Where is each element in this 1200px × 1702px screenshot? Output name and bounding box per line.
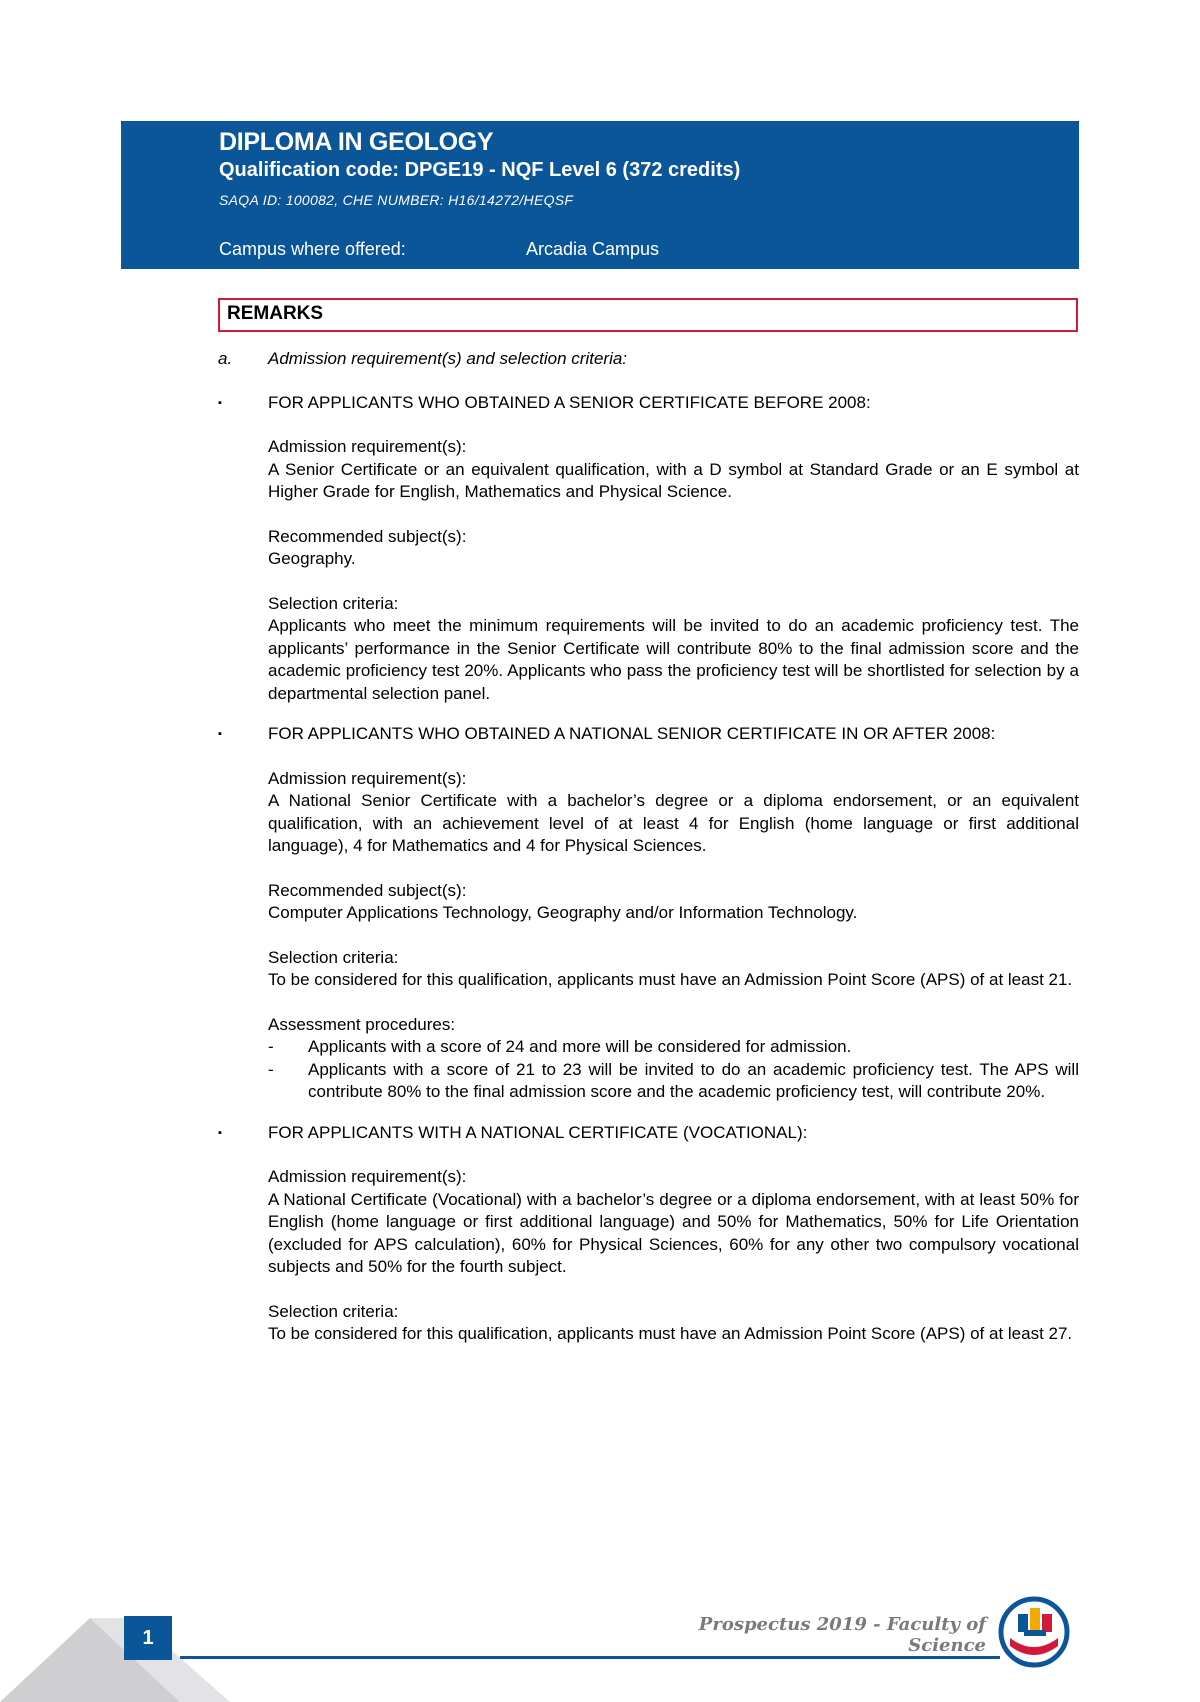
university-logo-icon [996,1594,1072,1668]
section-heading: FOR APPLICANTS WITH A NATIONAL CERTIFICATE (VOCATIONAL): [268,1122,808,1142]
admission-text: A Senior Certificate or an equivalent qualification, with a D symbol at Standard Grade or an E symbol at Higher Grade for English, Mathematics and Physical Science. [268,459,1079,501]
recommended-title: Recommended subject(s): [268,526,467,546]
selection-text: To be considered for this qualification, applicants must have an Admission Point Score (APS) of at least 27. [268,1324,1073,1343]
qualification-title: DIPLOMA IN GEOLOGY [219,128,494,156]
admission-text: A National Certificate (Vocational) with a bachelor’s degree or a diploma endorsement, with at least 50% for English (home language or first additional language) and 50% for Mathematics, 50% for Life Orientation (excluded for APS calculation), 60% for Physical Sciences, 60% for any other two compulsory vocational subjects and 50% for the fourth subject. [268,1189,1079,1276]
recommended-text: Computer Applications Technology, Geography and/or Information Technology. [268,903,858,922]
list-item [268,1059,1079,1104]
section-national-senior-certificate [218,723,1079,1104]
selection-text: To be considered for this qualification, applicants must have an Admission Point Score (APS) of at least 21. [268,970,1073,989]
selection-title: Selection criteria: [268,1301,399,1321]
selection-title: Selection criteria: [268,593,399,613]
admission-block [268,436,1079,504]
selection-block [268,947,1079,992]
item-a [218,348,1079,371]
qualification-code: Qualification code: DPGE19 - NQF Level 6 (372 credits) [219,159,741,181]
remarks-content [218,348,1079,1364]
assessment-item: Applicants with a score of 24 and more will be considered for admission. [308,1037,852,1056]
admission-title: Admission requirement(s): [268,437,467,456]
section-national-certificate-vocational [218,1122,1079,1346]
campus-label: Campus where offered: [219,239,406,259]
item-a-marker: a. [218,349,233,368]
header-banner [121,121,1079,269]
selection-block [268,593,1079,706]
list-item [268,1036,1079,1059]
campus-value: Arcadia Campus [526,239,660,259]
section-senior-certificate [218,392,1079,706]
dash-marker: - [268,1037,274,1056]
assessment-title: Assessment procedures: [268,1014,456,1034]
selection-block [268,1301,1079,1346]
section-heading: FOR APPLICANTS WHO OBTAINED A SENIOR CERTIFICATE BEFORE 2008: [268,392,871,412]
admission-text: A National Senior Certificate with a bachelor’s degree or a diploma endorsement, or an equivalent qualification, with an achievement level of at least 4 for English (home language or first additional language), 4 for Mathematics and 4 for Physical Sciences. [268,791,1079,855]
recommended-text: Geography. [268,549,356,568]
dash-marker: - [268,1059,274,1079]
bullet-icon: ▪ [218,396,222,409]
assessment-item: Applicants with a score of 21 to 23 will be invited to do an academic proficiency test. The APS will contribute 80% to the final admission score and the academic proficiency test, will contribute 20%. [308,1059,1079,1101]
bullet-icon: ▪ [218,1126,222,1139]
recommended-block [268,880,1079,925]
assessment-block [268,1014,1079,1104]
bullet-icon: ▪ [218,728,222,740]
page-number: 1 [124,1616,172,1660]
admission-block [268,1166,1079,1279]
item-a-text: Admission requirement(s) and selection criteria: [268,349,628,368]
selection-title: Selection criteria: [268,947,399,967]
recommended-title: Recommended subject(s): [268,880,467,900]
recommended-block [268,526,1079,571]
admission-title: Admission requirement(s): [268,1167,467,1186]
admission-block [268,768,1079,858]
selection-text: Applicants who meet the minimum requirements will be invited to do an academic proficiency test. The applicants’ performance in the Senior Certificate will contribute 80% to the final admission score and the academic proficiency test 20%. Applicants who pass the proficiency test will be shortlisted for selection by a departmental selection panel. [268,616,1079,703]
section-heading: FOR APPLICANTS WHO OBTAINED A NATIONAL SENIOR CERTIFICATE IN OR AFTER 2008: [268,724,996,743]
admission-title: Admission requirement(s): [268,768,467,788]
remarks-heading: REMARKS [218,298,1078,332]
saqa-id: SAQA ID: 100082, CHE NUMBER: H16/14272/HEQSF [219,192,574,208]
assessment-list [268,1036,1079,1104]
footer-rule [180,1656,1000,1659]
footer-title: Prospectus 2019 - Faculty of Science [698,1614,986,1656]
